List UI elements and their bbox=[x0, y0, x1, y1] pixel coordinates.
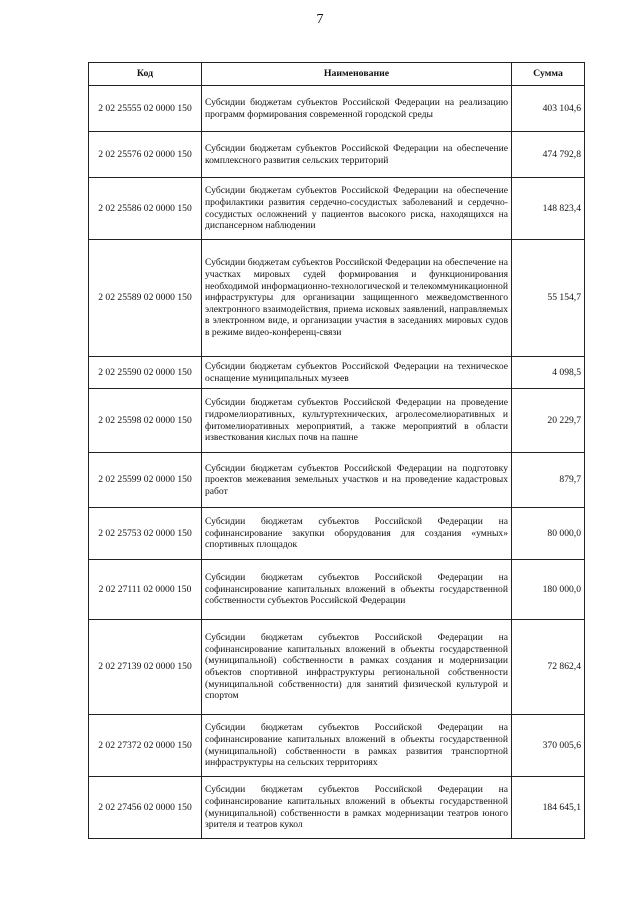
row-name: Субсидии бюджетам субъектов Российской Федерации на софинансирование капитальных вложений в объекты государственной (муниципальной) собственности в рамках развития транспортной инфраструктуры на сельских территориях bbox=[202, 715, 512, 777]
table-row bbox=[89, 453, 585, 508]
table-header-row bbox=[89, 63, 585, 86]
row-name: Субсидии бюджетам субъектов Российской Федерации на софинансирование капитальных вложений в объекты государственной (муниципальной) собственности в рамках модернизации театров юного зрителя и театров кукол bbox=[202, 777, 512, 839]
row-sum: 80 000,0 bbox=[512, 508, 585, 560]
row-code: 2 02 25576 02 0000 150 bbox=[89, 132, 202, 178]
row-code: 2 02 27111 02 0000 150 bbox=[89, 560, 202, 620]
row-sum: 180 000,0 bbox=[512, 560, 585, 620]
table-row bbox=[89, 715, 585, 777]
budget-table bbox=[88, 62, 585, 839]
table-row bbox=[89, 777, 585, 839]
row-name: Субсидии бюджетам субъектов Российской Федерации на обеспечение на участках мировых судей формирования и функционирования необходимой информационно-технологической и телекоммуникационной инфраструктуры для организации защищенного межведомственного электронного взаимодействия, приема исковых заявлений, направляемых в электронном виде, и организации участия в заседаниях мировых судов в режиме видео-конференц-связи bbox=[202, 240, 512, 357]
table-row bbox=[89, 560, 585, 620]
table-row bbox=[89, 357, 585, 389]
row-code: 2 02 27372 02 0000 150 bbox=[89, 715, 202, 777]
row-name: Субсидии бюджетам субъектов Российской Федерации на софинансирование закупки оборудования для создания «умных» спортивных площадок bbox=[202, 508, 512, 560]
table-row bbox=[89, 240, 585, 357]
table-row bbox=[89, 86, 585, 132]
row-name: Субсидии бюджетам субъектов Российской Федерации на техническое оснащение муниципальных музеев bbox=[202, 357, 512, 389]
row-name: Субсидии бюджетам субъектов Российской Федерации на обеспечение комплексного развития сельских территорий bbox=[202, 132, 512, 178]
row-code: 2 02 25753 02 0000 150 bbox=[89, 508, 202, 560]
row-sum: 55 154,7 bbox=[512, 240, 585, 357]
row-sum: 474 792,8 bbox=[512, 132, 585, 178]
row-sum: 72 862,4 bbox=[512, 620, 585, 715]
row-name: Субсидии бюджетам субъектов Российской Федерации на обеспечение профилактики развития сердечно-сосудистых заболеваний и сердечно-сосудистых осложнений у пациентов высокого риска, находящихся на диспансерном наблюдении bbox=[202, 178, 512, 240]
row-code: 2 02 25589 02 0000 150 bbox=[89, 240, 202, 357]
header-code: Код bbox=[89, 63, 202, 86]
row-sum: 370 005,6 bbox=[512, 715, 585, 777]
header-sum: Сумма bbox=[512, 63, 585, 86]
table-row bbox=[89, 132, 585, 178]
table-row bbox=[89, 620, 585, 715]
row-sum: 879,7 bbox=[512, 453, 585, 508]
row-code: 2 02 27456 02 0000 150 bbox=[89, 777, 202, 839]
table-row bbox=[89, 508, 585, 560]
row-code: 2 02 25586 02 0000 150 bbox=[89, 178, 202, 240]
header-name: Наименование bbox=[202, 63, 512, 86]
row-sum: 4 098,5 bbox=[512, 357, 585, 389]
row-name: Субсидии бюджетам субъектов Российской Федерации на софинансирование капитальных вложений в объекты государственной (муниципальной) собственности в рамках создания и модернизации объектов спортивной инфраструктуры региональной собственности (муниципальной собственности) для занятий физической культурой и спортом bbox=[202, 620, 512, 715]
row-name: Субсидии бюджетам субъектов Российской Федерации на проведение гидромелиоративных, культуртехнических, агролесомелиоративных и фитомелиоративных мероприятий, а также мероприятий в области известкования кислых почв на пашне bbox=[202, 389, 512, 453]
row-name: Субсидии бюджетам субъектов Российской Федерации на софинансирование капитальных вложений в объекты государственной собственности субъектов Российской Федерации bbox=[202, 560, 512, 620]
table-row bbox=[89, 389, 585, 453]
row-code: 2 02 25599 02 0000 150 bbox=[89, 453, 202, 508]
row-code: 2 02 25590 02 0000 150 bbox=[89, 357, 202, 389]
row-sum: 403 104,6 bbox=[512, 86, 585, 132]
row-sum: 184 645,1 bbox=[512, 777, 585, 839]
row-code: 2 02 25598 02 0000 150 bbox=[89, 389, 202, 453]
row-sum: 148 823,4 bbox=[512, 178, 585, 240]
table-row bbox=[89, 178, 585, 240]
row-name: Субсидии бюджетам субъектов Российской Федерации на подготовку проектов межевания земельных участков и на проведение кадастровых работ bbox=[202, 453, 512, 508]
row-code: 2 02 25555 02 0000 150 bbox=[89, 86, 202, 132]
page-number: 7 bbox=[316, 12, 324, 27]
row-name: Субсидии бюджетам субъектов Российской Федерации на реализацию программ формирования современной городской среды bbox=[202, 86, 512, 132]
row-sum: 20 229,7 bbox=[512, 389, 585, 453]
row-code: 2 02 27139 02 0000 150 bbox=[89, 620, 202, 715]
